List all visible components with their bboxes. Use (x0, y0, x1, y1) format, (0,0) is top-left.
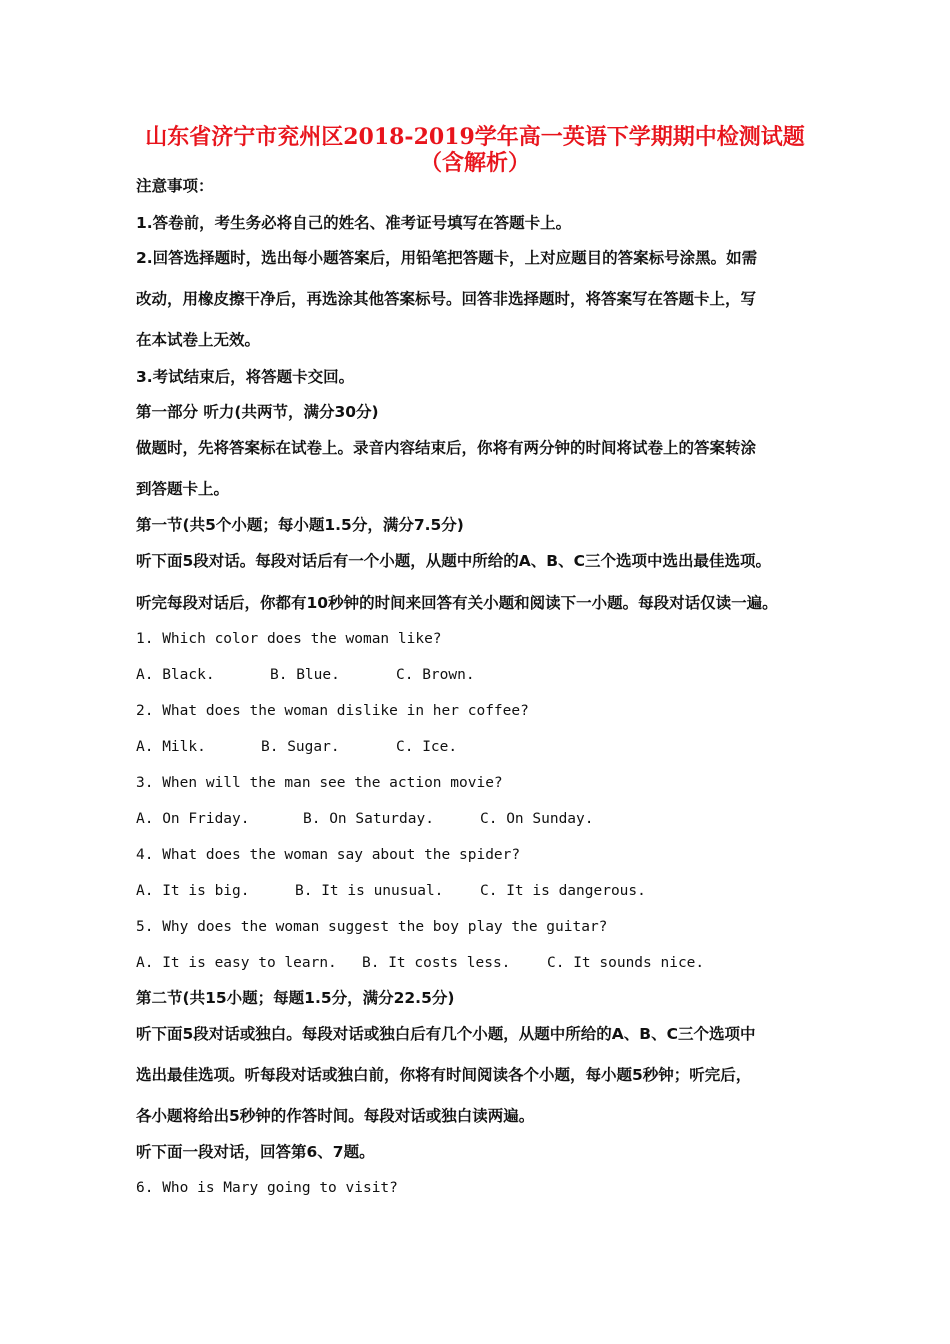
question-5: 5. Why does the woman suggest the boy play the guitar? (136, 919, 608, 935)
section2-instruction-line-1: 听下面5段对话或独白。每段对话或独白后有几个小题，从题中所给的A、B、C三个选项中 (136, 1025, 756, 1043)
part1-instruction-line-1: 做题时，先将答案标在试卷上。录音内容结束后，你将有两分钟的时间将试卷上的答案转涂 (136, 439, 757, 457)
section1-heading: 第一节(共5个小题；每小题1.5分，满分7.5分) (136, 516, 464, 534)
note-2-line-3: 在本试卷上无效。 (136, 331, 261, 349)
question-4-option-b: B. It is unusual. (295, 883, 444, 899)
question-4-option-c: C. It is dangerous. (480, 883, 646, 899)
note-2-line-2: 改动，用橡皮擦干净后，再选涂其他答案标号。回答非选择题时，将答案写在答题卡上，写 (136, 290, 757, 308)
question-3-option-b: B. On Saturday. (303, 811, 434, 827)
question-4-option-a: A. It is big. (136, 883, 250, 899)
question-2-option-b: B. Sugar. (261, 739, 340, 755)
question-2-option-c: C. Ice. (396, 739, 458, 755)
question-5-option-a: A. It is easy to learn. (136, 955, 337, 971)
section2-heading: 第二节(共15小题；每题1.5分，满分22.5分) (136, 989, 455, 1007)
notes-heading: 注意事项： (136, 177, 214, 195)
question-3-option-c: C. On Sunday. (480, 811, 594, 827)
note-3: 3.考试结束后，将答题卡交回。 (136, 368, 355, 386)
note-2-line-1: 2.回答选择题时，选出每小题答案后，用铅笔把答题卡，上对应题目的答案标号涂黑。如需 (136, 249, 758, 267)
section2-instruction-line-3: 各小题将给出5秒钟的作答时间。每段对话或独白读两遍。 (136, 1107, 535, 1125)
section1-instruction-line-1: 听下面5段对话。每段对话后有一个小题，从题中所给的A、B、C三个选项中选出最佳选项。 (136, 552, 771, 570)
question-6: 6. Who is Mary going to visit? (136, 1180, 398, 1196)
question-2-option-a: A. Milk. (136, 739, 206, 755)
note-1: 1.答卷前，考生务必将自己的姓名、准考证号填写在答题卡上。 (136, 214, 572, 232)
section1-instruction-line-2: 听完每段对话后，你都有10秒钟的时间来回答有关小题和阅读下一小题。每段对话仅读一遍。 (136, 594, 778, 612)
part1-instruction-line-2: 到答题卡上。 (136, 480, 230, 498)
dialog-6-7-heading: 听下面一段对话，回答第6、7题。 (136, 1143, 375, 1161)
question-5-option-c: C. It sounds nice. (547, 955, 705, 971)
part1-heading: 第一部分 听力(共两节，满分30分) (136, 403, 379, 421)
question-1-option-c: C. Brown. (396, 667, 475, 683)
question-3: 3. When will the man see the action movie? (136, 775, 503, 791)
question-1-option-b: B. Blue. (270, 667, 340, 683)
question-5-option-b: B. It costs less. (362, 955, 511, 971)
question-3-option-a: A. On Friday. (136, 811, 250, 827)
document-subtitle: （含解析） (419, 150, 530, 176)
question-1-option-a: A. Black. (136, 667, 215, 683)
document-title: 山东省济宁市兖州区2018-2019学年高一英语下学期期中检测试题 (145, 124, 805, 150)
section2-instruction-line-2: 选出最佳选项。听每段对话或独白前，你将有时间阅读各个小题，每小题5秒钟；听完后， (136, 1066, 752, 1084)
question-4: 4. What does the woman say about the spider? (136, 847, 521, 863)
question-2: 2. What does the woman dislike in her coffee? (136, 703, 529, 719)
question-1: 1. Which color does the woman like? (136, 631, 442, 647)
